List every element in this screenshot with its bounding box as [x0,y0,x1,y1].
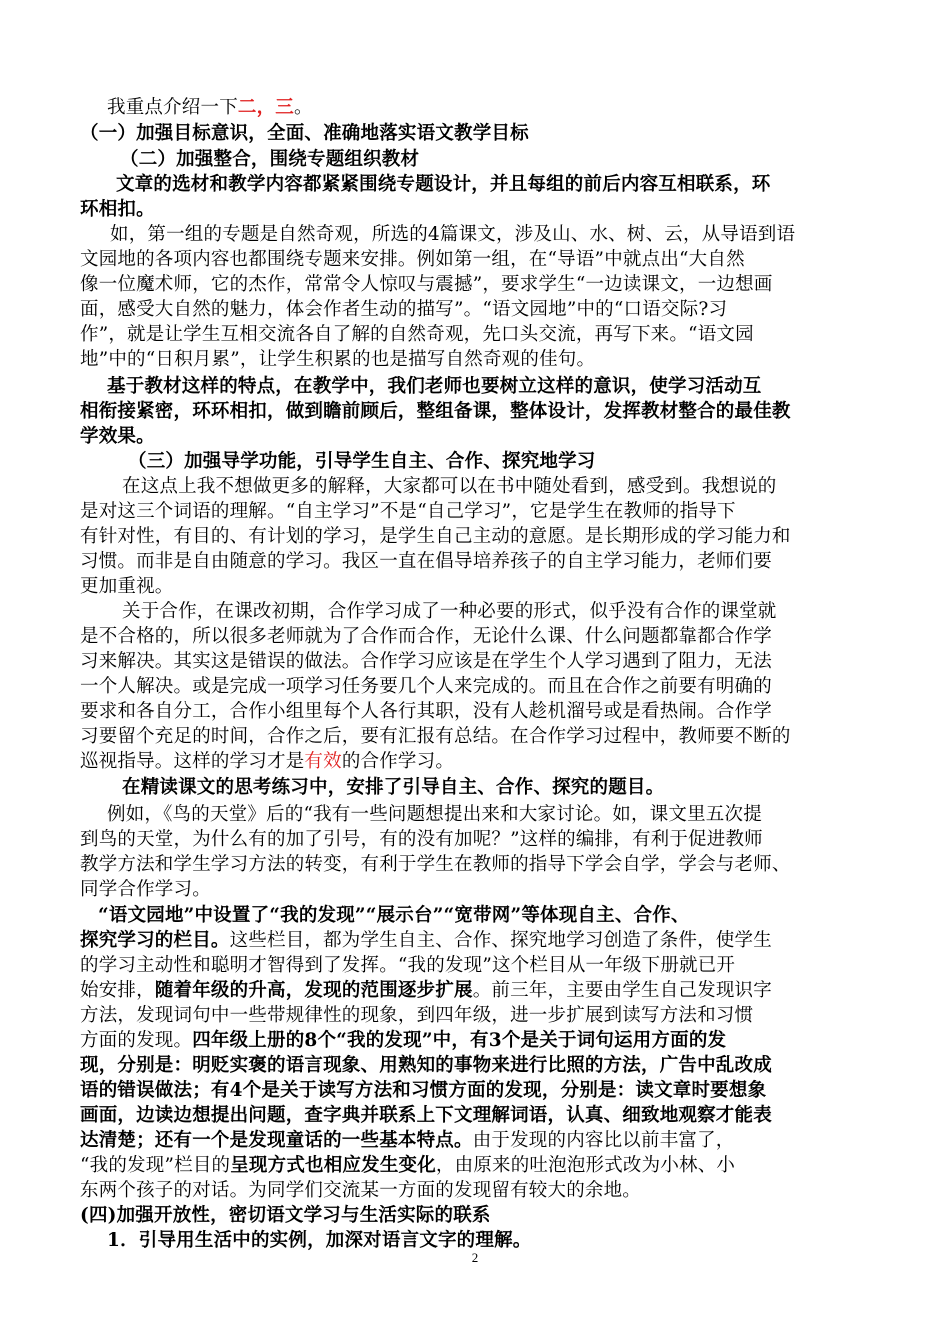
text-run: 始安排， [80,980,155,1001]
text-run: “我的发现”栏目的 [80,1155,231,1176]
bold-run: 达清楚；还有一个是发现童话的一些基本特点。 [80,1130,473,1151]
paragraph-line: 一个人解决。或是完成一项学习任务要几个人来完成的。而且在合作之前要有明确的 [80,676,772,697]
paragraph-line: 文园地的各项内容也都围绕专题来安排。例如第一组，在“导语”中就点出“大自然 [80,249,745,270]
paragraph-line [80,929,772,953]
paragraph-line: 在精读课文的思考练习中，安排了引导自主、合作、探究的题目。 [122,777,665,798]
bold-run: 探究学习的栏目。 [80,930,230,951]
paragraph-line: 到鸟的天堂，为什么有的加了引号，有的没有加呢？”这样的编排，有利于促进教师 [80,829,763,850]
paragraph-line: 习要留个充足的时间，合作之后，要有汇报有总结。在合作学习过程中，教师要不断的 [80,726,791,747]
paragraph-line: 相衔接紧密，环环相扣，做到瞻前顾后，整组备课，整体设计，发挥教材整合的最佳教 [80,401,791,422]
paragraph-line [80,750,454,774]
list-item: 1．引导用生活中的实例，加深对语言文字的理解。 [107,1230,532,1251]
page-number: 2 [471,1250,479,1265]
paragraph-line [80,979,772,1003]
text-run: 巡视指导。这样的学习才是 [80,751,305,772]
paragraph-line: 有针对性，有目的、有计划的学习，是学生自己主动的意愿。是长期形成的学习能力和 [80,526,791,547]
paragraph-line [80,1029,726,1053]
paragraph-line: 更加重视。 [80,576,174,597]
paragraph-line: 教学方法和学生学习方法的转变，有利于学生在教师的指导下学会自学，学会与老师、 [80,854,791,875]
paragraph-line: 画面，边读边想提出问题，查字典并联系上下文理解词语，认真、细致地观察才能表 [80,1105,772,1126]
text-run: 方面的发现。 [80,1030,193,1051]
text-run: 这些栏目，都为学生自主、合作、探究地学习创造了条件，使学生 [229,930,772,951]
highlight-text: 有效 [304,751,342,772]
text-run: 的合作学习。 [341,751,455,772]
bold-run: 呈现方式也相应发生变化 [230,1155,436,1176]
paragraph-line: 作”，就是让学生互相交流各自了解的自然奇观，先口头交流，再写下来。“语文园 [80,324,754,345]
paragraph-line: 习来解决。其实这是错误的做法。合作学习应该是在学生个人学习遇到了阻力，无法 [80,651,772,672]
paragraph-line: 文章的选材和教学内容都紧紧围绕专题设计，并且每组的前后内容互相联系，环 [116,174,771,195]
intro-line [107,96,313,120]
paragraph-line: 方法，发现词句中一些带规律性的现象，到四年级，进一步扩展到读写方法和习惯 [80,1005,754,1026]
paragraph-line: 在这点上我不想做更多的解释，大家都可以在书中随处看到，感受到。我想说的 [122,476,777,497]
paragraph-line: 要求和各自分工，合作小组里每个人各行其职，没有人趁机溜号或是看热闹。合作学 [80,701,772,722]
paragraph-line [80,1154,735,1178]
heading-4: (四)加强开放性，密切语文学习与生活实际的联系 [80,1205,491,1226]
paragraph-line: 基于教材这样的特点，在教学中，我们老师也要树立这样的意识，使学习活动互 [107,376,762,397]
intro-text: 我重点介绍一下 [107,97,238,118]
intro-highlight: 二，三 [237,97,295,118]
paragraph-line [80,1129,735,1153]
paragraph-line: 同学合作学习。 [80,879,211,900]
text-run: 由于发现的内容比以前丰富了， [472,1130,735,1151]
paragraph-line: 例如，《鸟的天堂》后的“我有一些问题想提出来和大家讨论。如，课文里五次提 [107,804,762,825]
intro-end: 。 [294,97,313,118]
paragraph-line: 环相扣。 [80,199,155,220]
text-run: 。前三年，主要由学生自己发现识字 [472,980,772,1001]
paragraph-line: 东两个孩子的对话。为同学们交流某一方面的发现留有较大的余地。 [80,1180,642,1201]
paragraph-line: 的学习主动性和聪明才智得到了发挥。“我的发现”这个栏目从一年级下册就已开 [80,955,736,976]
paragraph-line: “语文园地”中设置了“我的发现”“展示台”“宽带网”等体现自主、合作、 [98,905,690,926]
paragraph-line: 语的错误做法；有4个是关于读写方法和习惯方面的发现，分别是：读文章时要想象 [80,1080,767,1101]
bold-run: 随着年级的升高，发现的范围逐步扩展 [154,980,473,1001]
paragraph-line: 面，感受大自然的魅力，体会作者生动的描写”。“语文园地”中的“口语交际?习 [80,299,728,320]
text-run: ，由原来的吐泡泡形式改为小林、小 [435,1155,736,1176]
paragraph-line: 关于合作，在课改初期，合作学习成了一种必要的形式，似乎没有合作的课堂就 [122,601,777,622]
paragraph-line: 是不合格的，所以很多老师就为了合作而合作，无论什么课、什么问题都靠都合作学 [80,626,772,647]
paragraph-line: 像一位魔术师，它的杰作，常常令人惊叹与震撼”，要求学生“一边读课文，一边想画 [80,274,773,295]
paragraph-line: 如，第一组的专题是自然奇观，所选的4篇课文，涉及山、水、树、云，从导语到语 [110,224,796,245]
heading-1: （一）加强目标意识，全面、准确地落实语文教学目标 [80,123,529,144]
paragraph-line: 地”中的“日积月累”，让学生积累的也是描写自然奇观的佳句。 [80,349,596,370]
paragraph-line: 现，分别是：明贬实褒的语言现象、用熟知的事物来进行比照的方法，广告中乱改成 [80,1055,772,1076]
heading-3: （三）加强导学功能，引导学生自主、合作、探究地学习 [128,451,596,472]
paragraph-line: 习惯。而非是自由随意的学习。我区一直在倡导培养孩子的自主学习能力，老师们要 [80,551,772,572]
bold-run: 四年级上册的8个“我的发现”中，有3个是关于词句运用方面的发 [192,1030,727,1051]
paragraph-line: 学效果。 [80,426,155,447]
heading-2: （二）加强整合，围绕专题组织教材 [120,149,420,170]
paragraph-line: 是对这三个词语的理解。“自主学习”不是“自己学习”，它是学生在教师的指导下 [80,501,736,522]
